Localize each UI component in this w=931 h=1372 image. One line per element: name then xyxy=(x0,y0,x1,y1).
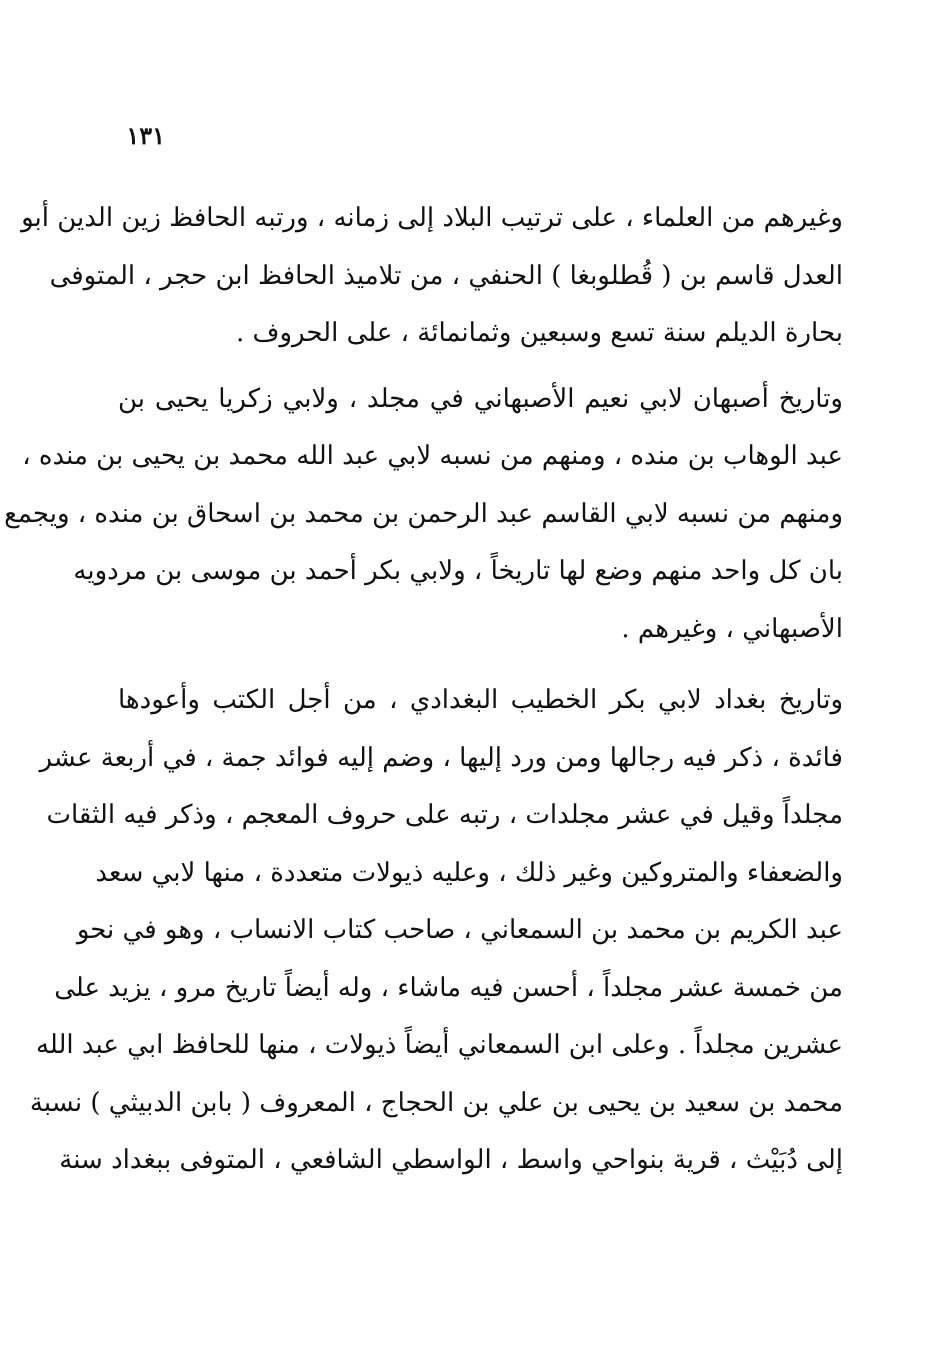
paragraph-3 xyxy=(29,672,843,1190)
text-line: وتاريخ بغداد لابي بكر الخطيب البغدادي ، من أجل الكتب وأعودها xyxy=(118,685,843,715)
text-line: وتاريخ أصبهان لابي نعيم الأصبهاني في مجلد ، ولابي زكريا يحيى بن xyxy=(118,383,843,414)
paragraph-spacer xyxy=(118,363,843,371)
page-number: ١٣١ xyxy=(126,121,165,150)
text-line: بان كل واحد منهم وضع لها تاريخاً ، ولابي بكر أحمد بن موسى بن مردويه xyxy=(73,556,843,586)
text-line: العدل قاسم بن ( قُطلوبغا ) الحنفي ، من تلاميذ الحافظ ابن حجر ، المتوفى xyxy=(49,260,843,291)
body-text xyxy=(4,190,843,1190)
text-line: من خمسة عشر مجلداً ، أحسن فيه ماشاء ، وله أيضاً تاريخ مرو ، يزيد على xyxy=(54,972,843,1003)
text-line: والضعفاء والمتروكين وغير ذلك ، وعليه ذيولات متعددة ، منها لابي سعد xyxy=(95,857,843,888)
text-line: بحارة الديلم سنة تسع وسبعين وثمانمائة ، على الحروف . xyxy=(236,318,843,348)
paragraph-1 xyxy=(21,190,843,363)
text-line: عبد الكريم بن محمد بن السمعاني ، صاحب كتاب الانساب ، وهو في نحو xyxy=(76,915,843,945)
paragraph-2 xyxy=(4,371,843,659)
text-line: عبد الوهاب بن منده ، ومنهم من نسبه لابي عبد الله محمد بن يحيى بن منده ، xyxy=(22,441,843,471)
paragraph-spacer xyxy=(118,658,843,672)
text-line: عشرين مجلداً . وعلى ابن السمعاني أيضاً ذيولات ، منها للحافظ ابي عبد الله xyxy=(35,1030,843,1060)
text-line: إلى دُبَيْث ، قرية بنواحي واسط ، الواسطي الشافعي ، المتوفى ببغداد سنة xyxy=(59,1145,843,1175)
text-line: ومنهم من نسبه لابي القاسم عبد الرحمن بن محمد بن اسحاق بن منده ، ويجمع xyxy=(4,498,843,529)
text-line: الأصبهاني ، وغيرهم . xyxy=(621,613,843,644)
text-line: وغيرهم من العلماء ، على ترتيب البلاد إلى زمانه ، ورتبه الحافظ زين الدين أبو xyxy=(21,203,843,233)
text-line: مجلداً وقيل في عشر مجلدات ، رتبه على حروف المعجم ، وذكر فيه الثقات xyxy=(46,800,843,830)
text-line: فائدة ، ذكر فيه رجالها ومن ورد إليها ، وضم إليه فوائد جمة ، في أربعة عشر xyxy=(39,742,843,773)
text-line: محمد بن سعيد بن يحيى بن علي بن الحجاج ، المعروف ( بابن الدبيثي ) نسبة xyxy=(29,1087,843,1118)
